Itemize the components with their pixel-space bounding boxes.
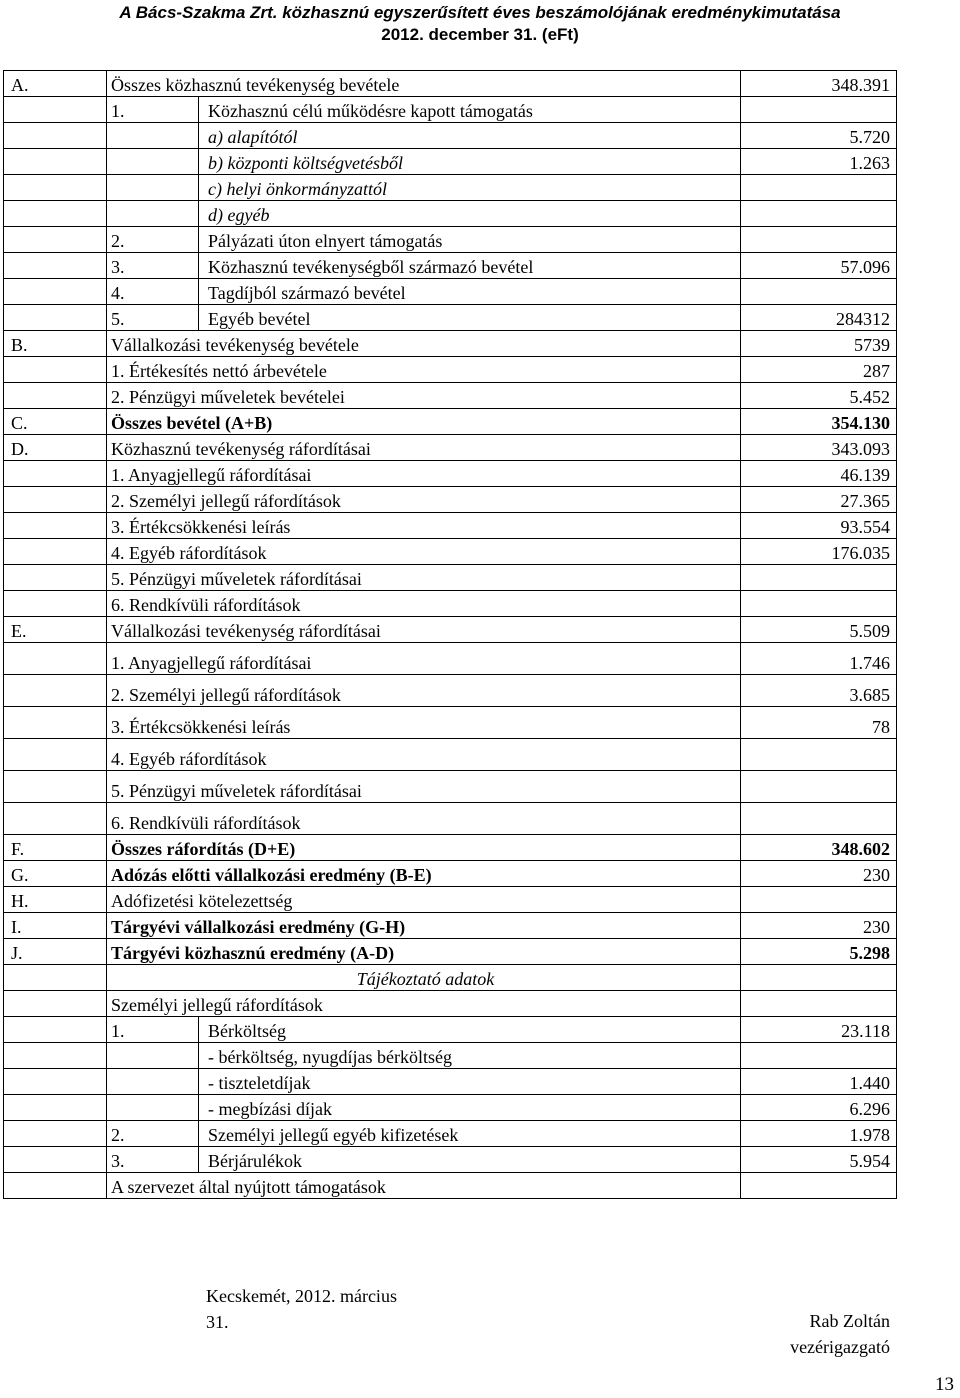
row-value: [741, 279, 897, 305]
table-row: [4, 71, 897, 97]
row-label: 2. Pénzügyi műveletek bevételei: [107, 383, 741, 409]
row-letter: E.: [4, 617, 107, 643]
row-label: Személyi jellegű egyéb kifizetések: [199, 1121, 741, 1147]
row-value: 3.685: [741, 675, 897, 707]
row-label: a) alapítótól: [199, 123, 741, 149]
row-value: [741, 803, 897, 835]
row-label: Vállalkozási tevékenység bevétele: [107, 331, 741, 357]
row-letter: F.: [4, 835, 107, 861]
row-value: 1.440: [741, 1069, 897, 1095]
row-value: 6.296: [741, 1095, 897, 1121]
row-number: 2.: [107, 227, 199, 253]
table-row: [4, 357, 897, 383]
table-row: [4, 149, 897, 175]
row-label: 2. Személyi jellegű ráfordítások: [107, 487, 741, 513]
row-label: d) egyéb: [199, 201, 741, 227]
table-row: [4, 331, 897, 357]
row-value: [741, 227, 897, 253]
row-value: 57.096: [741, 253, 897, 279]
row-label: Közhasznú célú működésre kapott támogatás: [199, 97, 741, 123]
row-number: 5.: [107, 305, 199, 331]
row-label: Tárgyévi közhasznú eredmény (A-D): [107, 939, 741, 965]
row-label: Egyéb bevétel: [199, 305, 741, 331]
income-statement-table: [3, 70, 897, 1199]
page-number: 13: [935, 1374, 954, 1395]
row-number: 2.: [107, 1121, 199, 1147]
row-letter: A.: [4, 71, 107, 97]
table-row: [4, 487, 897, 513]
row-value: 5.298: [741, 939, 897, 965]
table-row: [4, 835, 897, 861]
table-row: [4, 435, 897, 461]
row-value: [741, 1043, 897, 1069]
row-letter: G.: [4, 861, 107, 887]
row-value: 5739: [741, 331, 897, 357]
row-label: Vállalkozási tevékenység ráfordításai: [107, 617, 741, 643]
row-label: Adófizetési kötelezettség: [107, 887, 741, 913]
table-row: [4, 1095, 897, 1121]
row-number: 1.: [107, 97, 199, 123]
row-value: 354.130: [741, 409, 897, 435]
row-label: 3. Értékcsökkenési leírás: [107, 707, 741, 739]
row-value: 23.118: [741, 1017, 897, 1043]
row-label: 6. Rendkívüli ráfordítások: [107, 803, 741, 835]
table-row: [4, 803, 897, 835]
report-title: A Bács-Szakma Zrt. közhasznú egyszerűsített éves beszámolójának eredménykimutatása: [119, 3, 841, 22]
row-value: [741, 739, 897, 771]
row-label: - megbízási díjak: [199, 1095, 741, 1121]
place-date-line-2: 31.: [206, 1312, 229, 1332]
row-letter: H.: [4, 887, 107, 913]
row-label: 4. Egyéb ráfordítások: [107, 539, 741, 565]
signature-block: [780, 1308, 890, 1360]
table-row: [4, 305, 897, 331]
row-label: Közhasznú tevékenység ráfordításai: [107, 435, 741, 461]
row-label: Tárgyévi vállalkozási eredmény (G-H): [107, 913, 741, 939]
row-value: [741, 97, 897, 123]
table-row: [4, 991, 897, 1017]
table-row: [4, 279, 897, 305]
row-value: 343.093: [741, 435, 897, 461]
row-value: 1.978: [741, 1121, 897, 1147]
row-letter: B.: [4, 331, 107, 357]
row-value: [741, 1173, 897, 1199]
row-value: 287: [741, 357, 897, 383]
row-label: 1. Anyagjellegű ráfordításai: [107, 643, 741, 675]
row-number: 1.: [107, 1017, 199, 1043]
row-number: 4.: [107, 279, 199, 305]
row-value: [741, 991, 897, 1017]
row-label: Bérjárulékok: [199, 1147, 741, 1173]
table-row: [4, 409, 897, 435]
table-row: [4, 123, 897, 149]
row-label: 5. Pénzügyi műveletek ráfordításai: [107, 771, 741, 803]
section-heading: Tájékoztató adatok: [107, 965, 741, 991]
table-row: [4, 1173, 897, 1199]
row-value: 176.035: [741, 539, 897, 565]
row-value: [741, 887, 897, 913]
table-row: [4, 939, 897, 965]
table-row: [4, 913, 897, 939]
row-value: 5.509: [741, 617, 897, 643]
row-label: 2. Személyi jellegű ráfordítások: [107, 675, 741, 707]
row-value: [741, 965, 897, 991]
table-row: [4, 707, 897, 739]
row-label: Adózás előtti vállalkozási eredmény (B-E): [107, 861, 741, 887]
table-row: [4, 675, 897, 707]
row-value: 46.139: [741, 461, 897, 487]
table-row: [4, 739, 897, 771]
row-label: Tagdíjból származó bevétel: [199, 279, 741, 305]
row-label: Személyi jellegű ráfordítások: [107, 991, 741, 1017]
table-row: [4, 1069, 897, 1095]
row-value: 27.365: [741, 487, 897, 513]
row-label: 1. Anyagjellegű ráfordításai: [107, 461, 741, 487]
row-number: 3.: [107, 253, 199, 279]
row-letter: J.: [4, 939, 107, 965]
row-value: [741, 201, 897, 227]
row-letter: I.: [4, 913, 107, 939]
signer-name: Rab Zoltán: [809, 1311, 890, 1331]
table-row: [4, 643, 897, 675]
row-label: 3. Értékcsökkenési leírás: [107, 513, 741, 539]
row-label: 1. Értékesítés nettó árbevétele: [107, 357, 741, 383]
signer-title: vezérigazgató: [790, 1337, 890, 1357]
table-row: [4, 513, 897, 539]
table-row: [4, 201, 897, 227]
row-value: [741, 565, 897, 591]
row-label: Pályázati úton elnyert támogatás: [199, 227, 741, 253]
row-label: Összes közhasznú tevékenység bevétele: [107, 71, 741, 97]
row-number: 3.: [107, 1147, 199, 1173]
row-letter: D.: [4, 435, 107, 461]
table-row: [4, 965, 897, 991]
table-row: [4, 1017, 897, 1043]
table-row: [4, 617, 897, 643]
row-value: [741, 591, 897, 617]
table-row: [4, 461, 897, 487]
row-value: 5.452: [741, 383, 897, 409]
row-letter: C.: [4, 409, 107, 435]
row-value: 78: [741, 707, 897, 739]
row-label: - bérköltség, nyugdíjas bérköltség: [199, 1043, 741, 1069]
row-value: 348.602: [741, 835, 897, 861]
row-label: A szervezet által nyújtott támogatások: [107, 1173, 741, 1199]
table-row: [4, 591, 897, 617]
table-row: [4, 1043, 897, 1069]
report-subtitle: 2012. december 31. (eFt): [381, 25, 579, 44]
row-value: [741, 771, 897, 803]
place-date: [206, 1283, 397, 1335]
table-row: [4, 253, 897, 279]
table-row: [4, 1121, 897, 1147]
table-row: [4, 539, 897, 565]
place-date-line-1: Kecskemét, 2012. március: [206, 1286, 397, 1306]
row-label: c) helyi önkormányzattól: [199, 175, 741, 201]
table-row: [4, 861, 897, 887]
row-label: b) központi költségvetésből: [199, 149, 741, 175]
table-row: [4, 383, 897, 409]
row-label: Összes ráfordítás (D+E): [107, 835, 741, 861]
row-value: [741, 175, 897, 201]
row-value: 1.263: [741, 149, 897, 175]
row-label: Összes bevétel (A+B): [107, 409, 741, 435]
row-value: 5.720: [741, 123, 897, 149]
table-row: [4, 887, 897, 913]
table-row: [4, 97, 897, 123]
row-label: - tiszteletdíjak: [199, 1069, 741, 1095]
table-row: [4, 227, 897, 253]
row-label: 5. Pénzügyi műveletek ráfordításai: [107, 565, 741, 591]
table-row: [4, 1147, 897, 1173]
row-value: 284312: [741, 305, 897, 331]
row-label: Közhasznú tevékenységből származó bevétel: [199, 253, 741, 279]
row-value: 1.746: [741, 643, 897, 675]
row-value: 348.391: [741, 71, 897, 97]
row-label: Bérköltség: [199, 1017, 741, 1043]
table-row: [4, 175, 897, 201]
table-row: [4, 771, 897, 803]
row-value: 5.954: [741, 1147, 897, 1173]
row-label: 6. Rendkívüli ráfordítások: [107, 591, 741, 617]
row-value: 230: [741, 913, 897, 939]
row-label: 4. Egyéb ráfordítások: [107, 739, 741, 771]
row-value: 93.554: [741, 513, 897, 539]
table-row: [4, 565, 897, 591]
row-value: 230: [741, 861, 897, 887]
